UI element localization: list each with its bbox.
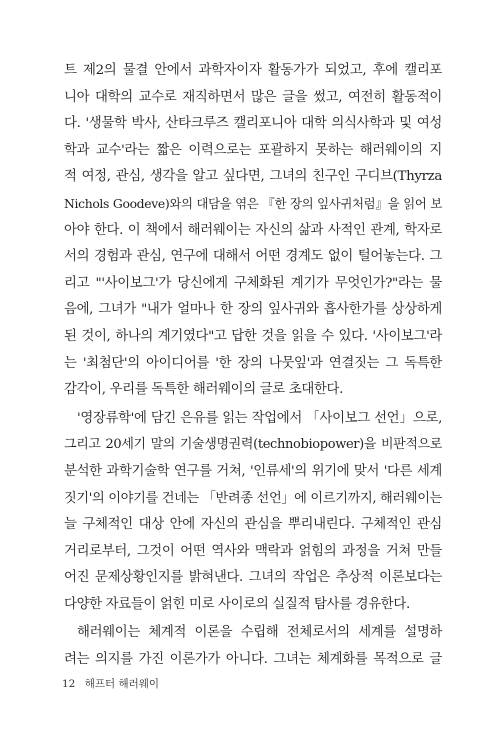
text-line: 그리고 20세기 말의 기술생명권력(technobiopower)을 비판적으로 — [64, 437, 442, 453]
text-line: 는 '최첨단'의 아이디어를 '한 장의 나뭇잎'과 연결짓는 그 독특한 — [64, 355, 442, 371]
paragraph-1 — [64, 58, 442, 404]
text-line: 리고 "'사이보그'가 당신에게 구체화된 계기가 무엇인가?"라는 물 — [64, 275, 442, 291]
text-line: 다. '생물학 박사, 산타크루즈 캘리포니아 대학 의식사학과 및 여성 — [64, 116, 442, 132]
page-footer — [62, 676, 159, 691]
text-line: 어진 문제상황인지를 밝혀낸다. 그녀의 작업은 추상적 이론보다는 — [64, 570, 442, 586]
text-line: 분석한 과학기술학 연구를 거쳐, '인류세'의 위기에 맞서 '다른 세계 — [64, 463, 442, 479]
text-line: 된 것이, 하나의 계기였다"고 답한 것을 읽을 수 있다. '사이보그'라 — [64, 328, 442, 344]
text-line: 서의 경험과 관심, 연구에 대해서 어떤 경계도 없이 털어놓는다. 그 — [64, 249, 442, 265]
text-line: 적 여정, 관심, 생각을 알고 싶다면, 그녀의 친구인 구디브(Thyrza — [64, 169, 442, 185]
text-line: 려는 의지를 가진 이론가가 아니다. 그녀는 체계화를 목적으로 글 — [64, 652, 442, 668]
body-text — [64, 58, 442, 674]
text-line: 늘 구체적인 대상 안에 자신의 관심을 뿌리내린다. 구체적인 관심 — [64, 517, 442, 533]
text-line: '영장류학'에 담긴 은유를 읽는 작업에서 「사이보그 선언」으로, — [77, 410, 442, 426]
text-line: 학과 교수'라는 짧은 이력으로는 포괄하지 못하는 해러웨이의 지 — [64, 142, 442, 158]
text-line: 니아 대학의 교수로 재직하면서 많은 글을 썼고, 여전히 활동적이 — [64, 89, 442, 105]
text-line: 거리로부터, 그것이 어떤 역사와 맥락과 얽힘의 과정을 거쳐 만들 — [64, 543, 442, 559]
text-line: Nichols Goodeve)와의 대담을 엮은 『한 장의 잎사귀처럼』을 읽어 보 — [64, 195, 442, 211]
page-number: 12 — [62, 678, 76, 690]
text-line: 해러웨이는 체계적 이론을 수립해 전체로서의 세계를 설명하 — [77, 625, 442, 641]
text-line: 트 제2의 물결 안에서 과학자이자 활동가가 되었고, 후에 캘리포 — [64, 63, 442, 78]
text-line: 감각이, 우리를 독특한 해러웨이의 글로 초대한다. — [64, 382, 344, 398]
text-line: 다양한 자료들이 얽힌 미로 사이로의 실질적 탐사를 경유한다. — [64, 596, 410, 612]
text-line: 짓기'의 이야기를 건네는 「반려종 선언」에 이르기까지, 해러웨이는 — [64, 490, 442, 506]
running-title: 해프터 해러웨이 — [84, 678, 160, 690]
paragraph-3 — [64, 620, 442, 673]
text-line: 음에, 그녀가 "내가 얼마나 한 장의 잎사귀와 흡사한가를 상상하게 — [64, 302, 442, 318]
paragraph-2 — [64, 406, 442, 619]
text-line: 아야 한다. 이 책에서 해러웨이는 자신의 삶과 사적인 관계, 학자로 — [64, 222, 442, 238]
